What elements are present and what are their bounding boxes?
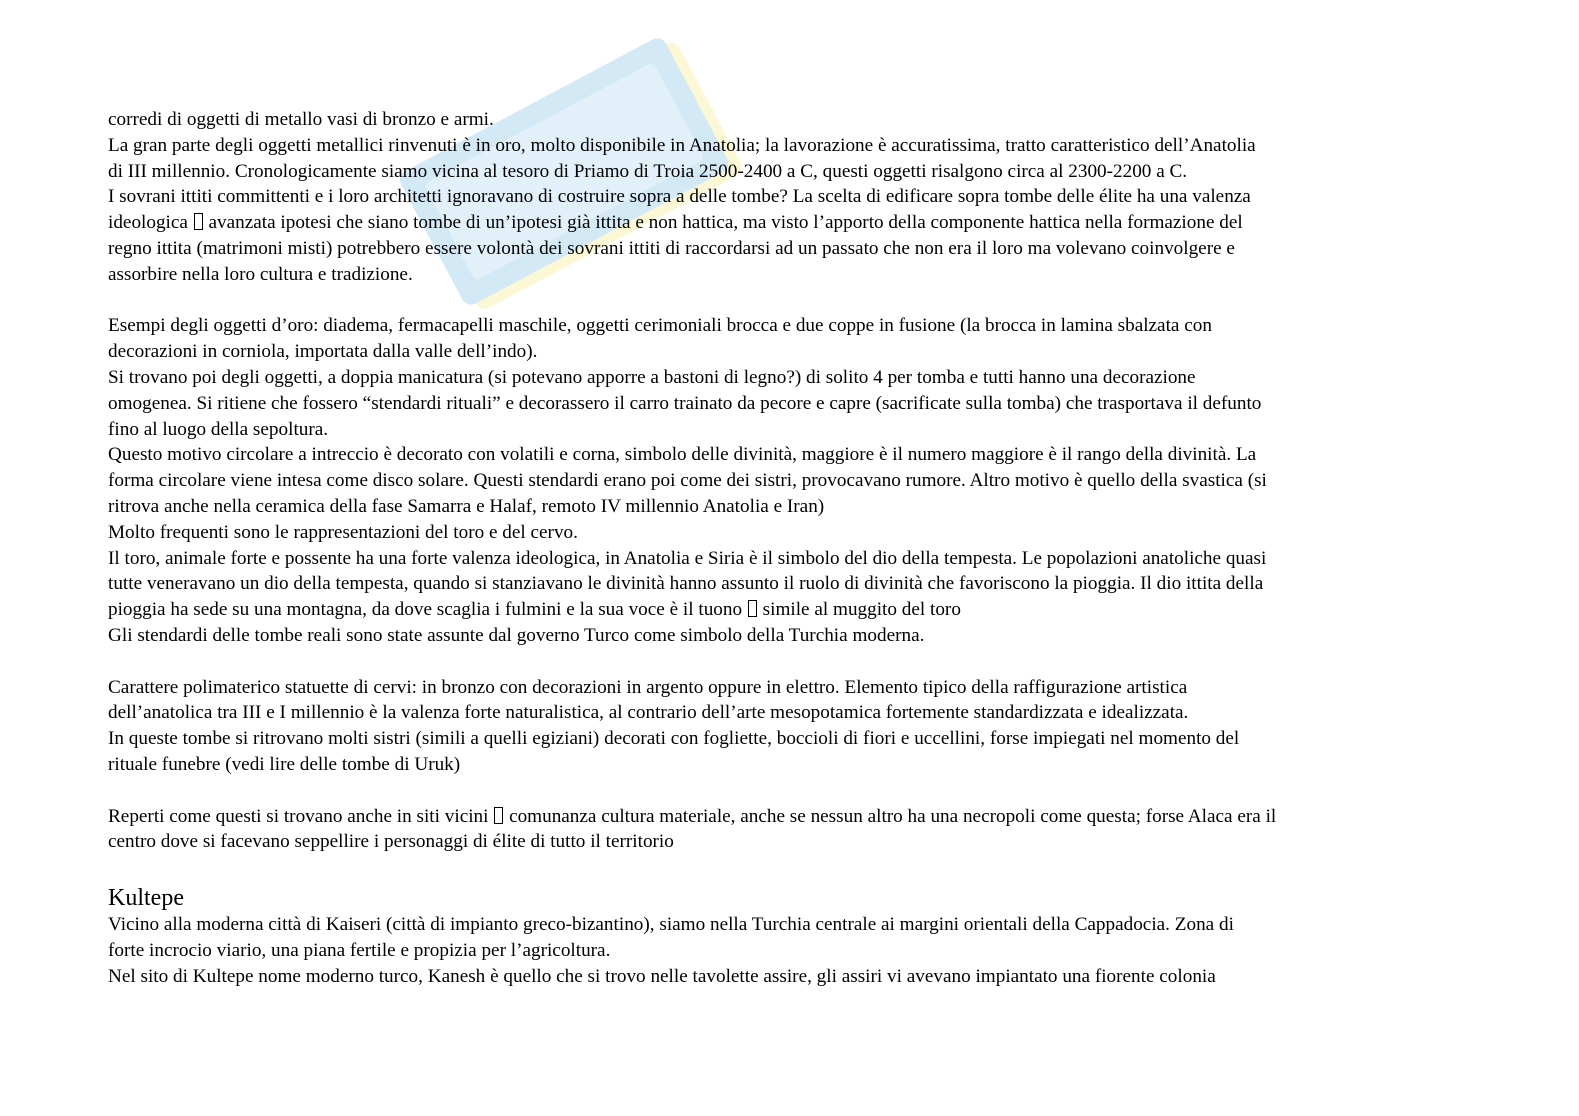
text-segment: tutte veneravano un dio della tempesta, quando si stanziavano le divinità hanno assunto il ruolo di divinità che favoriscono la pioggia. Il dio ittita della bbox=[108, 573, 1264, 595]
text-line bbox=[108, 313, 1478, 339]
text-segment: forte incrocio viario, una piana fertile e propizia per l’agricoltura. bbox=[108, 939, 611, 961]
text-segment: decorazioni in corniola, importata dalla valle dell’indo). bbox=[108, 341, 538, 363]
text-segment: regno ittita (matrimoni misti) potrebbero essere volontà dei sovrani ittiti di raccordarsi ad un passato che non era il loro ma volevano coinvolgere e bbox=[108, 237, 1235, 259]
text-segment: comunanza cultura materiale, anche se nessun altro ha una necropoli come questa; forse Alaca era il bbox=[504, 805, 1277, 827]
text-segment: In queste tombe si ritrovano molti sistri (simili a quelli egiziani) decorati con fogliette, boccioli di fiori e uccellini, forse impiegati nel momento del bbox=[108, 728, 1240, 750]
text-line bbox=[108, 442, 1478, 468]
text-line bbox=[108, 675, 1478, 701]
text-line bbox=[108, 133, 1478, 159]
text-line bbox=[108, 210, 1478, 236]
text-line bbox=[108, 623, 1478, 649]
text-segment: Esempi degli oggetti d’oro: diadema, fermacapelli maschile, oggetti cerimoniali brocca e due coppe in fusione (la brocca in lamina sbalzata con bbox=[108, 315, 1212, 337]
text-line bbox=[108, 804, 1478, 830]
text-segment: I sovrani ittiti committenti e i loro architetti ignoravano di costruire sopra a delle tombe? La scelta di edificare sopra tombe delle élite ha una valenza bbox=[108, 186, 1251, 208]
text-segment: corredi di oggetti di metallo vasi di bronzo e armi. bbox=[108, 109, 494, 130]
document-body bbox=[108, 107, 1478, 989]
text-line bbox=[108, 912, 1478, 938]
text-segment: Il toro, animale forte e possente ha una forte valenza ideologica, in Anatolia e Siria è il simbolo del dio della tempesta. Le popolazioni anatoliche quasi bbox=[108, 547, 1267, 569]
text-segment: ideologica bbox=[108, 212, 193, 234]
text-segment: di III millennio. Cronologicamente siamo vicina al tesoro di Priamo di Troia 2500-2400 a C, questi oggetti risalgono circa al 2300-2200 a C. bbox=[108, 160, 1188, 182]
text-segment: Vicino alla moderna città di Kaiseri (città di impianto greco-bizantino), siamo nella Turchia centrale ai margini orientali della Cappadocia. Zona di bbox=[108, 913, 1234, 935]
text-segment: centro dove si facevano seppellire i personaggi di élite di tutto il territorio bbox=[108, 831, 674, 853]
missing-glyph-icon bbox=[748, 600, 757, 617]
text-line bbox=[108, 365, 1478, 391]
text-line bbox=[108, 107, 1478, 133]
section-heading: Kultepe bbox=[108, 884, 184, 911]
text-line bbox=[108, 829, 1478, 855]
text-segment: La gran parte degli oggetti metallici rinvenuti è in oro, molto disponibile in Anatolia; la lavorazione è accuratissima, tratto caratteristico dell’Anatolia bbox=[108, 134, 1256, 156]
text-line bbox=[108, 159, 1478, 185]
text-segment: rituale funebre (vedi lire delle tombe di Uruk) bbox=[108, 753, 461, 775]
text-segment: Si trovano poi degli oggetti, a doppia manicatura (si potevano apporre a bastoni di legno?) di solito 4 per tomba e tutti hanno una decorazione bbox=[108, 366, 1196, 388]
blank-line bbox=[108, 778, 1478, 804]
text-segment: assorbire nella loro cultura e tradizione. bbox=[108, 263, 413, 285]
text-line bbox=[108, 938, 1478, 964]
text-line bbox=[108, 964, 1478, 990]
text-segment: omogenea. Si ritiene che fossero “stendardi rituali” e decorassero il carro trainato da pecore e capre (sacrificate sulla tomba) che trasportava il defunto bbox=[108, 392, 1262, 414]
text-segment: Carattere polimaterico statuette di cervi: in bronzo con decorazioni in argento oppure in elettro. Elemento tipico della raffigurazione artistica bbox=[108, 676, 1188, 698]
text-line bbox=[108, 597, 1478, 623]
text-line bbox=[108, 546, 1478, 572]
text-segment: avanzata ipotesi che siano tombe di un’ipotesi già ittita e non hattica, ma visto l’apporto della componente hattica nella formazione del bbox=[203, 212, 1243, 234]
text-line bbox=[108, 339, 1478, 365]
text-line bbox=[108, 262, 1478, 288]
text-line bbox=[108, 184, 1478, 210]
missing-glyph-icon bbox=[194, 213, 203, 230]
text-segment: Nel sito di Kultepe nome moderno turco, Kanesh è quello che si trovo nelle tavolette assire, gli assiri vi avevano impiantato una fiorente colonia bbox=[108, 965, 1216, 987]
text-segment: fino al luogo della sepoltura. bbox=[108, 418, 329, 440]
text-line bbox=[108, 700, 1478, 726]
text-segment: Questo motivo circolare a intreccio è decorato con volatili e corna, simbolo delle divinità, maggiore è il numero maggiore è il rango della divinità. La bbox=[108, 444, 1257, 466]
text-line bbox=[108, 236, 1478, 262]
blank-line bbox=[108, 649, 1478, 675]
text-segment: Reperti come questi si trovano anche in siti vicini bbox=[108, 805, 494, 827]
text-line bbox=[108, 468, 1478, 494]
missing-glyph-icon bbox=[494, 807, 503, 824]
blank-line bbox=[108, 288, 1478, 314]
text-line bbox=[108, 752, 1478, 778]
text-segment: simile al muggito del toro bbox=[757, 599, 961, 621]
text-segment: pioggia ha sede su una montagna, da dove scaglia i fulmini e la sua voce è il tuono bbox=[108, 599, 747, 621]
blank-line bbox=[108, 855, 1478, 881]
text-line bbox=[108, 520, 1478, 546]
text-segment: ritrova anche nella ceramica della fase Samarra e Halaf, remoto IV millennio Anatolia e Iran) bbox=[108, 495, 825, 517]
text-line bbox=[108, 417, 1478, 443]
text-line bbox=[108, 391, 1478, 417]
text-line bbox=[108, 571, 1478, 597]
text-line bbox=[108, 494, 1478, 520]
text-segment: Molto frequenti sono le rappresentazioni del toro e del cervo. bbox=[108, 521, 578, 543]
text-segment: Gli stendardi delle tombe reali sono state assunte dal governo Turco come simbolo della Turchia moderna. bbox=[108, 624, 925, 646]
text-segment: dell’anatolica tra III e I millennio è la valenza forte naturalistica, al contrario dell’arte mesopotamica fortemente standardizzata e idealizzata. bbox=[108, 702, 1189, 724]
text-segment: forma circolare viene intesa come disco solare. Questi stendardi erano poi come dei sistri, provocavano rumore. Altro motivo è quello della svastica (si bbox=[108, 470, 1267, 492]
text-line bbox=[108, 726, 1478, 752]
